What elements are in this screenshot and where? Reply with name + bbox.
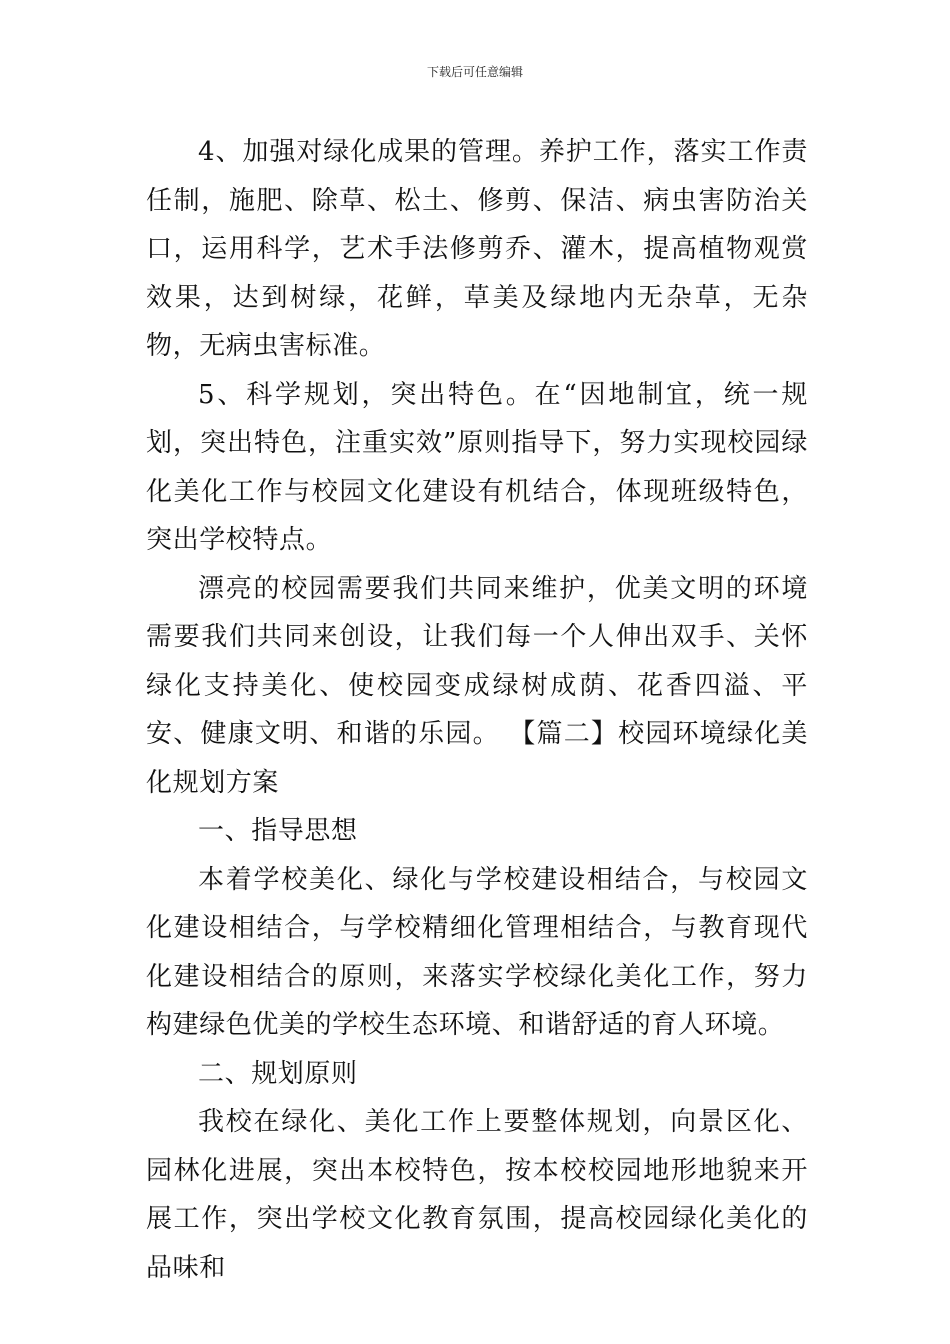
page-header-note: 下载后可任意编辑 xyxy=(426,65,523,79)
paragraph-planning: 5、科学规划，突出特色。在“因地制宜，统一规划，突出特色，注重实效”原则指导下，努力实现校园绿化美化工作与校园文化建设有机结合，体现班级特色，突出学校特点。 xyxy=(146,379,808,555)
section-heading-planning-principles: 二、规划原则 xyxy=(198,1058,358,1089)
paragraph-guiding-thought: 本着学校美化、绿化与学校建设相结合，与校园文化建设相结合，与学校精细化管理相结合，与教育现代化建设相结合的原则，来落实学校绿化美化工作，努力构建绿色优美的学校生态环境、和谐舒适的育人环境。 xyxy=(146,864,808,1040)
paragraph-planning-principles: 我校在绿化、美化工作上要整体规划，向景区化、园林化进展，突出本校特色，按本校校园地形地貌来开展工作，突出学校文化教育氛围，提高校园绿化美化的品味和 xyxy=(146,1107,808,1283)
section-heading-guiding-thought: 一、指导思想 xyxy=(198,816,358,846)
paragraph-closing: 漂亮的校园需要我们共同来维护，优美文明的环境需要我们共同来创设，让我们每一个人伸出双手、关怀绿化支持美化、使校园变成绿树成荫、花香四溢、平安、健康文明、和谐的乐园。 【篇二】校园环境绿化美化规划方案 xyxy=(146,573,808,798)
paragraph-maintenance: 4、加强对绿化成果的管理。养护工作，落实工作责任制，施肥、除草、松土、修剪、保洁、病虫害防治关口，运用科学，艺术手法修剪乔、灌木，提高植物观赏效果，达到树绿，花鲜，草美及绿地内无杂草，无杂物，无病虫害标准。 xyxy=(146,137,808,361)
document-body xyxy=(146,128,808,1292)
